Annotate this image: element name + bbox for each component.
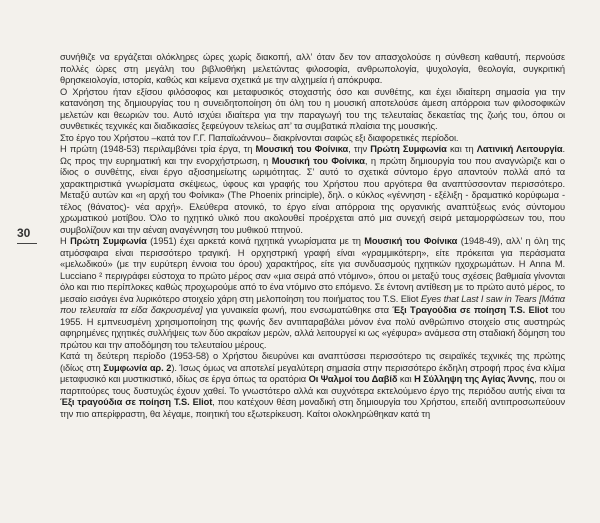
text-run: και τη xyxy=(446,144,477,154)
bold-title: Πρώτη Συμφωνία xyxy=(70,236,147,246)
body-paragraph xyxy=(60,87,565,133)
text-run: ). Ίσως όμως να αποτελεί μεγαλύτερη σημασία στην περισσότερο έκδηλη στροφή προς ένα κλίμα μεταφυσικό και μυστικιστικό, ιδίως σε έργα όπως τα ορατόρια xyxy=(60,362,565,384)
bold-title: Η Σύλληψη της Αγίας Άννης xyxy=(414,374,535,384)
text-run: (1948-49), αλλ’ η όλη της ατμόσφαιρα είναι περισσότερο τραγική. Η ορχηστρική γραφή είναι «γραμμικότερη», είτε πρόκειται για περάσματα «μελωδικού» (με την ευρύτερη έννοια του όρου) χαρακτήρος, είτε για συνδυασμούς ηχητικών ηχοχρωμάτων. Η Anna M. Lucciano ² περιγράφει εύστοχα το πρώτο μέρος σαν «μια σειρά από ντόμινο», όπου οι μεταξύ τους σχέσεις βαθμιαία γίνονται όλο και πιο περίπλοκες καθώς προχωρούμε από το ένα ντόμινο στο επόμενο. Σε έντονη αντίθεση με το πρώτο αυτό μέρος, το μεσαίο εισάγει ένα λυρικότερο στοιχείο χάρη στη μελοποίηση του ποιήματος του T.S. Eliot xyxy=(60,236,565,304)
text-run: (1951) έχει αρκετά κοινά ηχητικά γνωρίσματα με τη xyxy=(146,236,365,246)
text-run: , που κατέχουν θέση μοναδική στη δημιουργία του Χρήστου, επειδή αντιπροσωπεύουν την πιο απερίφραστη, θα λέγαμε, ποιητική του εξωτερίκευση. Καίτοι ολοκληρώθηκαν κατά τη xyxy=(60,397,566,419)
text-run: Η xyxy=(60,236,71,246)
body-paragraph xyxy=(60,351,565,420)
bold-title: Έξι Τραγούδια σε ποίηση T.S. Eliot xyxy=(392,305,549,315)
text-run: , την xyxy=(348,144,371,154)
text-run: του 1955. Η εμπνευσμένη χρησιμοποίηση της φωνής δεν αντιπαραβάλει μόνον ένα πολύ ανθρώπινο στοιχείο στις αυστηρώς αφηρημένες ηχητικές συλλήψεις των δύο ακραίων μερών, αλλά λειτουργεί κι ως «γέφυρα» ανάμεσα στη σταδιακή δόμηση του πρώτου και την αποδόμηση του τελευταίου μέρους. xyxy=(60,305,566,350)
bold-title: Οι Ψαλμοί του Δαβίδ xyxy=(308,374,398,384)
text-run: , που οι παρτιτούρες τους δυστυχώς έχουν χαθεί. Το γνωστότερο αλλά και συχνότερα εκτελούμενο έργο της περιόδου αυτής είναι τα xyxy=(60,374,565,396)
text-run: συνήθιζε να εργάζεται ολόκληρες ώρες χωρίς διακοπή, αλλ’ όταν δεν τον απασχολούσε η σύνθεση καθαυτή, περνούσε πολλές ώρες στη μεγάλη του βιβλιοθήκη μελετώντας φιλοσοφία, ανθρωπολογία, ψυχολογία, θεολογία, συγκριτική θρησκειολογία, ιστορία, καθώς και κείμενα σχετικά με την αλχημεία ή απόκρυφα. xyxy=(60,52,565,85)
bold-title: Έξι τραγούδια σε ποίηση T.S. Eliot xyxy=(60,397,213,407)
page-number-rule xyxy=(17,243,37,244)
text-run: . Ως προς την ευρηματική και την ενορχήστρωση, η xyxy=(60,144,566,166)
bold-title: Μουσική του Φοίνικα xyxy=(271,155,365,166)
body-paragraph xyxy=(60,52,565,87)
page-number: 30 xyxy=(17,226,31,240)
body-paragraph xyxy=(60,133,565,145)
italic-title: Eyes that Last I saw in Tears [Μάτια που τελευταία τα είδα δακρυσμένα] xyxy=(60,293,565,315)
text-run: Η πρώτη (1948-53) περιλαμβάνει τρία έργα, τη xyxy=(60,144,256,154)
body-paragraph xyxy=(60,144,565,236)
body-paragraph xyxy=(60,236,565,351)
bold-title: Λατινική Λειτουργία xyxy=(476,144,563,154)
text-run: Κατά τη δεύτερη περίοδο (1953-58) ο Χρήστου διευρύνει και αναπτύσσει περισσότερο τις σειραϊκές τεχνικές της πρώτης (ιδίως στη xyxy=(60,351,565,373)
text-run: για γυναικεία φωνή, που ενσωματώθηκε στα xyxy=(202,305,393,315)
text-run: και xyxy=(397,374,415,384)
bold-title: Συμφωνία αρ. 2 xyxy=(103,362,172,373)
bold-title: Μουσική του Φοίνικα xyxy=(364,236,458,246)
bold-title: Μουσική του Φοίνικα xyxy=(255,144,349,154)
text-run: Στο έργο του Χρήστου –κατά τον Γ.Γ. Παπαϊωάννου– διακρίνονται σαφώς εξι διαφορετικές περίοδοι. xyxy=(60,132,459,143)
text-run: , η πρώτη δημιουργία του που αναγνώριζε και ο ίδιος ο συνθέτης, είναι έργο αξιοσημείωτης ωριμότητας. Σ’ αυτό το σχετικά σύντομο έργο απαντούν πολλά από τα χαρακτηριστικά γνωρίσματα σκέψεως, ύφους και γραφής του Χρήστου που αργότερα θα αναπτύσσονταν περισσότερο. Μεταξύ αυτών και «η αρχή του Φοίνικα» (The Phoenix principle), δηλ. ο κύκλος «γέννηση - εξέλιξη - δραματικό κορύφωμα - τέλος (θάνατος)- νέα αρχή». Ελεύθερα ατονικό, το έργο είναι απόρροια της οργανικής αναπτύξεως ενός σύντομου χρωματικού μοτίβου. Όλο το ηχητικό υλικό που ακολουθεί προέρχεται από μια συνεχή σειρά μεταμορφώσεων του, που συμβολίζουν και την αέναη αναγέννηση του μυθικού πτηνού. xyxy=(60,155,565,235)
text-run: Ο Χρήστου ήταν εξίσου φιλόσοφος και μεταφυσικός στοχαστής όσο και συνθέτης, και έχει ιδιαίτερη σημασία για την κατανόηση της δημιουργίας του η συνειδητοποίηση ότι όλη του η μουσική αποτελούσε άμεση απόρροια των φιλοσοφικών μελετών και θεωριών του. Αυτό ισχύει ιδιαίτερα για την παραγωγή του της τελευταίας δεκαετίας της ζωής του, όπου οι συνθετικές τεχνικές και διαδικασίες ξεφεύγουν τελείως απ’ τα συμβατικά πλαίσια της μουσικής. xyxy=(60,86,565,131)
bold-title: Πρώτη Συμφωνία xyxy=(370,144,447,154)
text-column xyxy=(60,52,565,420)
